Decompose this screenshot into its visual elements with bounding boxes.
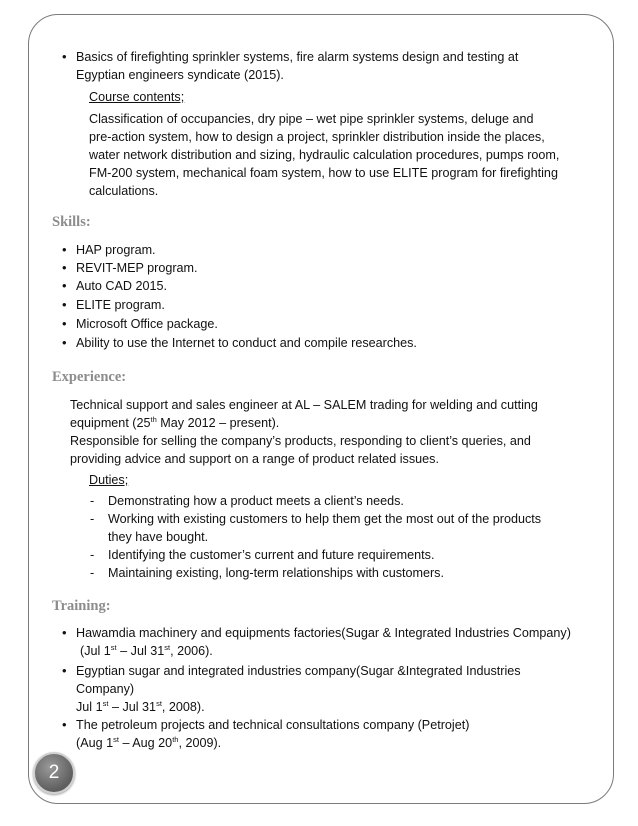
experience-line: equipment (25th May 2012 – present).: [70, 414, 280, 430]
duty-dash: -: [90, 566, 95, 580]
skill-item: • ELITE program.: [76, 296, 165, 314]
training-item: • Hawamdia machinery and equipments factories(Sugar & Integrated Industries Company): [76, 624, 571, 642]
duty-item: Working with existing customers to help them get the most out of the products: [108, 512, 542, 526]
skill-item: • Auto CAD 2015.: [76, 277, 167, 295]
experience-line: providing advice and support on a range of product related issues.: [70, 452, 439, 466]
training-date: Jul 1st – Jul 31st, 2008).: [76, 698, 205, 714]
training-item: • The petroleum projects and technical consultations company (Petrojet): [76, 716, 469, 734]
skill-item: • Ability to use the Internet to conduct and compile researches.: [76, 334, 417, 352]
course-contents-line: Classification of occupancies, dry pipe – wet pipe sprinkler systems, deluge and: [89, 112, 534, 126]
duty-dash: -: [90, 512, 95, 526]
page-number-badge: 2: [33, 752, 75, 794]
duty-dash: -: [90, 494, 95, 508]
duty-item: Identifying the customer’s current and future requirements.: [108, 548, 435, 562]
course-contents-line: calculations.: [89, 184, 159, 198]
skill-item: • Microsoft Office package.: [76, 315, 218, 333]
duties-label: Duties;: [89, 473, 129, 487]
course-contents-line: FM-200 system, mechanical foam system, how to use ELITE program for firefighting: [89, 166, 558, 180]
course-contents-line: water network distribution and sizing, hydraulic calculation procedures, pumps room,: [89, 148, 560, 162]
course-contents-label: Course contents;: [89, 90, 185, 104]
experience-line: Technical support and sales engineer at AL – SALEM trading for welding and cutting: [70, 398, 538, 412]
course-line-2: Egyptian engineers syndicate (2015).: [76, 68, 284, 82]
course-line-1: • Basics of firefighting sprinkler systems, fire alarm systems design and testing at: [76, 48, 518, 66]
skills-heading: Skills:: [52, 214, 91, 230]
training-heading: Training:: [52, 598, 111, 614]
training-date: (Aug 1st – Aug 20th, 2009).: [76, 734, 222, 750]
duty-item: Demonstrating how a product meets a client’s needs.: [108, 494, 404, 508]
training-item: • Egyptian sugar and integrated industries company(Sugar &Integrated Industries: [76, 662, 521, 680]
duty-item: Maintaining existing, long-term relationships with customers.: [108, 566, 444, 580]
skill-item: • HAP program.: [76, 241, 156, 259]
course-contents-line: pre-action system, how to design a project, sprinkler distribution inside the places,: [89, 130, 545, 144]
duty-item: they have bought.: [108, 530, 209, 544]
training-date: (Jul 1st – Jul 31st, 2006).: [80, 642, 213, 658]
training-item-cont: Company): [76, 682, 135, 696]
experience-heading: Experience:: [52, 369, 127, 385]
skill-item: • REVIT-MEP program.: [76, 259, 198, 277]
duty-dash: -: [90, 548, 95, 562]
experience-line: Responsible for selling the company’s products, responding to client’s queries, and: [70, 434, 531, 448]
